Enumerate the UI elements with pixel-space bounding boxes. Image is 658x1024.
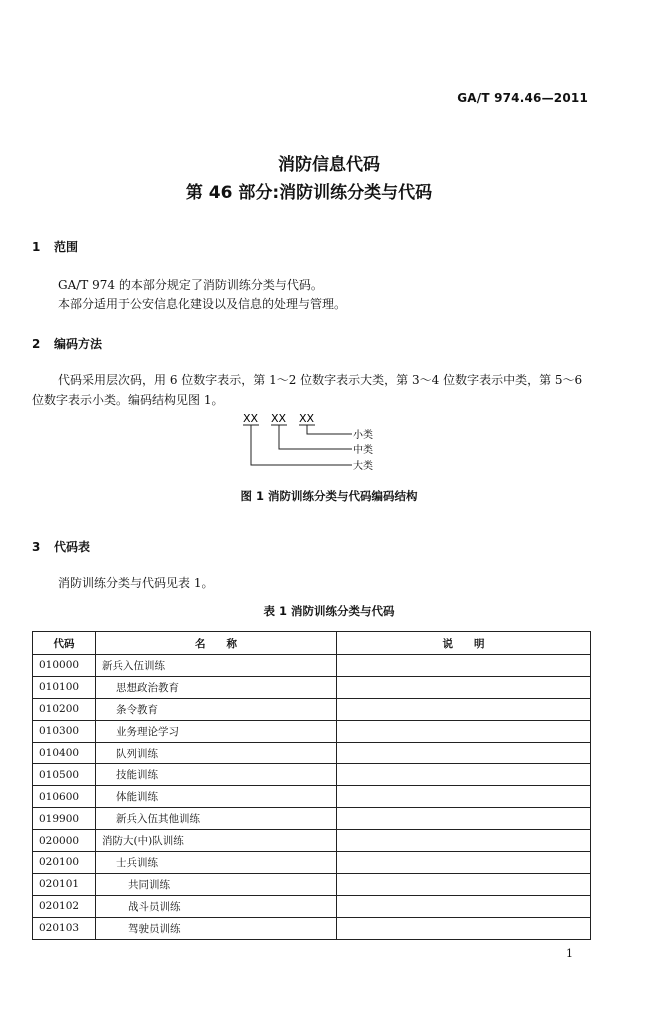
document-title: 消防信息代码 — [278, 155, 380, 175]
row-note — [337, 895, 591, 917]
section-1-paragraph-2: 本部分适用于公安信息化建设以及信息的处理与管理。 — [58, 297, 347, 311]
label-large: 大类 — [353, 461, 373, 472]
table-header-row — [33, 632, 591, 655]
row-note — [337, 830, 591, 852]
row-note — [337, 676, 591, 698]
row-name: 体能训练 — [96, 786, 337, 808]
row-name: 新兵入伍其他训练 — [96, 808, 337, 830]
row-note — [337, 786, 591, 808]
row-name: 战斗员训练 — [96, 895, 337, 917]
section-2-paragraph: 代码采用层次码，用 6 位数字表示，第 1～2 位数字表示大类，第 3～4 位数字表示中类，第 5～6 位数字表示小类。编码结构见图 1。 — [32, 373, 583, 407]
row-code: 019900 — [33, 808, 96, 830]
row-name: 消防大(中)队训练 — [96, 830, 337, 852]
document-subtitle: 第 46 部分:消防训练分类与代码 — [185, 183, 433, 203]
row-code: 010100 — [33, 676, 96, 698]
header-code: 代码 — [33, 632, 96, 655]
table-row — [33, 786, 591, 808]
section-1-paragraph-1: GA/T 974 的本部分规定了消防训练分类与代码。 — [58, 278, 323, 292]
group-small-text: XX — [299, 412, 315, 425]
table-row — [33, 895, 591, 917]
row-note — [337, 808, 591, 830]
row-note — [337, 742, 591, 764]
row-code: 010500 — [33, 764, 96, 786]
table-row — [33, 764, 591, 786]
row-note — [337, 720, 591, 742]
section-title: 范围 — [54, 240, 79, 254]
group-large-text: XX — [243, 412, 259, 425]
label-medium: 中类 — [353, 445, 373, 456]
row-name: 思想政治教育 — [96, 676, 337, 698]
row-name: 技能训练 — [96, 764, 337, 786]
row-name: 驾驶员训练 — [96, 917, 337, 939]
row-note — [337, 873, 591, 895]
section-number: 3 — [32, 540, 41, 554]
figure-caption: 图 1 消防训练分类与代码编码结构 — [240, 489, 418, 503]
section-3-heading — [32, 538, 90, 555]
row-name: 条令教育 — [96, 698, 337, 720]
row-name: 共同训练 — [96, 873, 337, 895]
table-row — [33, 917, 591, 939]
section-1-heading — [32, 238, 78, 255]
row-name: 新兵入伍训练 — [96, 655, 337, 677]
table-row — [33, 698, 591, 720]
header-note: 说 明 — [337, 632, 591, 655]
row-note — [337, 698, 591, 720]
row-code: 020000 — [33, 830, 96, 852]
row-code: 020102 — [33, 895, 96, 917]
row-name: 业务理论学习 — [96, 720, 337, 742]
row-code: 010000 — [33, 655, 96, 677]
row-code: 020101 — [33, 873, 96, 895]
header-name: 名 称 — [96, 632, 337, 655]
section-number: 1 — [32, 240, 41, 254]
table-caption: 表 1 消防训练分类与代码 — [263, 604, 395, 618]
code-structure-diagram — [230, 410, 390, 478]
table-row — [33, 720, 591, 742]
section-title: 代码表 — [54, 540, 91, 554]
row-code: 010600 — [33, 786, 96, 808]
row-note — [337, 764, 591, 786]
row-code: 020103 — [33, 917, 96, 939]
row-code: 010300 — [33, 720, 96, 742]
row-note — [337, 655, 591, 677]
section-number: 2 — [32, 337, 41, 351]
table-row — [33, 676, 591, 698]
table-row — [33, 852, 591, 874]
row-code: 010200 — [33, 698, 96, 720]
row-note — [337, 917, 591, 939]
table-row — [33, 830, 591, 852]
row-code: 010400 — [33, 742, 96, 764]
group-medium-text: XX — [271, 412, 287, 425]
table-body — [33, 655, 591, 940]
connector-medium — [279, 425, 352, 449]
table-row — [33, 742, 591, 764]
code-table — [32, 631, 591, 940]
row-name: 队列训练 — [96, 742, 337, 764]
connector-large — [251, 425, 352, 465]
row-name: 士兵训练 — [96, 852, 337, 874]
section-3-paragraph: 消防训练分类与代码见表 1。 — [58, 576, 214, 590]
table-row — [33, 808, 591, 830]
section-2-heading — [32, 335, 102, 352]
row-code: 020100 — [33, 852, 96, 874]
table-row — [33, 655, 591, 677]
label-small: 小类 — [353, 430, 373, 441]
table-row — [33, 873, 591, 895]
standard-number: GA/T 974.46—2011 — [457, 91, 588, 105]
page-number: 1 — [566, 947, 573, 960]
connector-small — [307, 425, 352, 434]
row-note — [337, 852, 591, 874]
section-title: 编码方法 — [54, 337, 103, 351]
